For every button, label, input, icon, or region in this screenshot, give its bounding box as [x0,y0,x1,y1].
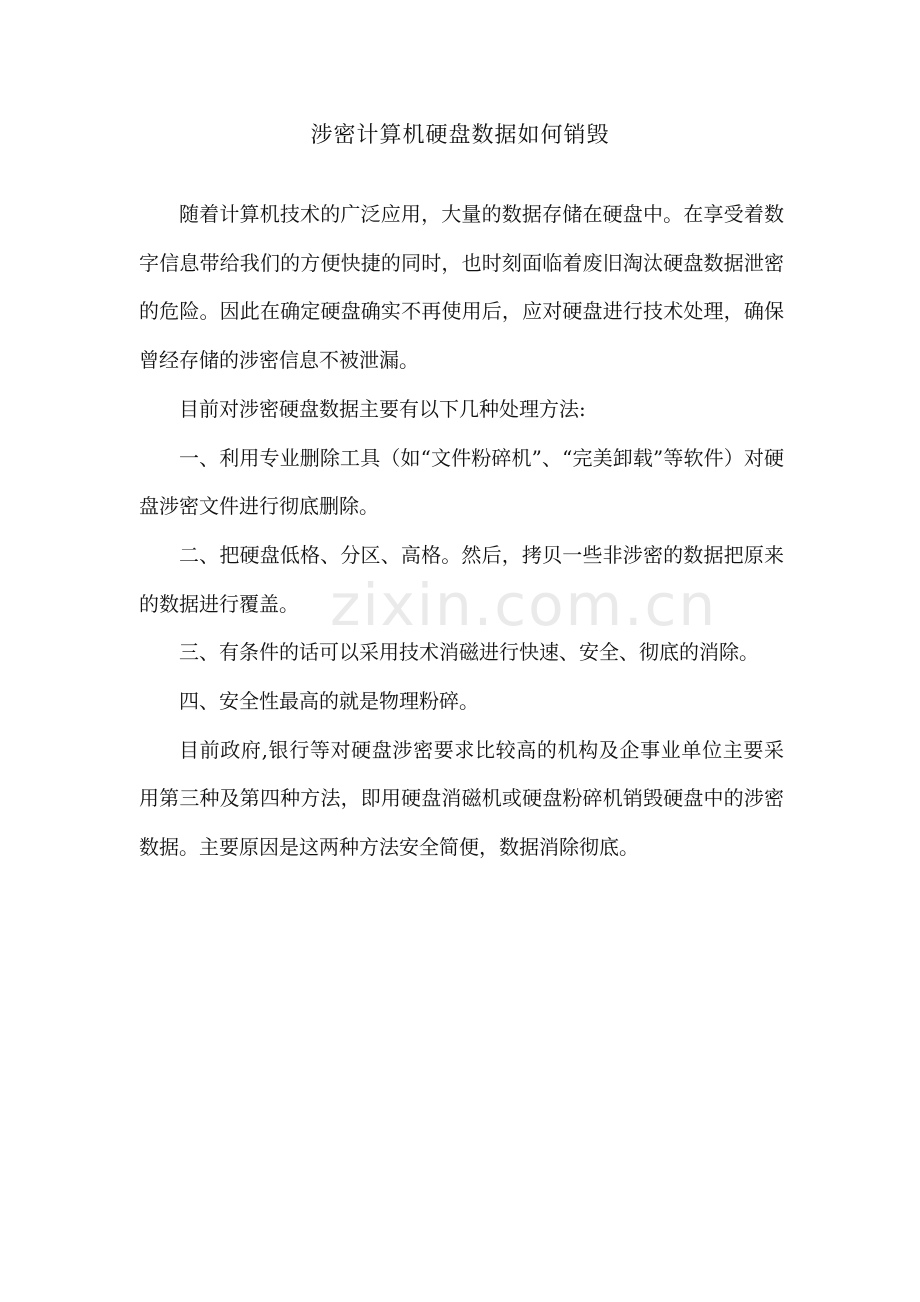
document-body [139,190,784,872]
paragraph-method-4: 四、安全性最高的就是物理粉碎。 [179,689,479,714]
paragraph-intro: 随着计算机技术的广泛应用，大量的数据存储在硬盘中。在享受着数字信息带给我们的方便快捷的同时，也时刻面临着废旧淘汰硬盘数据泄密的危险。因此在确定硬盘确实不再使用后，应对硬盘进行技术处理，确保曾经存储的涉密信息不被泄漏。 [139,202,784,373]
paragraph-methods-intro: 目前对涉密硬盘数据主要有以下几种处理方法: [179,396,586,421]
document-title: 涉密计算机硬盘数据如何销毁 [310,123,610,148]
paragraph-method-3: 三、有条件的话可以采用技术消磁进行快速、安全、彻底的消除。 [179,640,759,665]
paragraph-conclusion: 目前政府,银行等对硬盘涉密要求比较高的机构及企事业单位主要采用第三种及第四种方法，即用硬盘消磁机或硬盘粉碎机销毁硬盘中的涉密数据。主要原因是这两种方法安全简便，数据消除彻底。 [139,737,784,860]
watermark: zixin.com.cn [330,571,718,639]
paragraph-method-1: 一、利用专业删除工具（如“文件粉碎机”、“完美卸载”等软件）对硬盘涉密文件进行彻底删除。 [139,445,784,519]
paragraph-method-2: 二、把硬盘低格、分区、高格。然后，拷贝一些非涉密的数据把原来的数据进行覆盖。 [139,542,784,616]
